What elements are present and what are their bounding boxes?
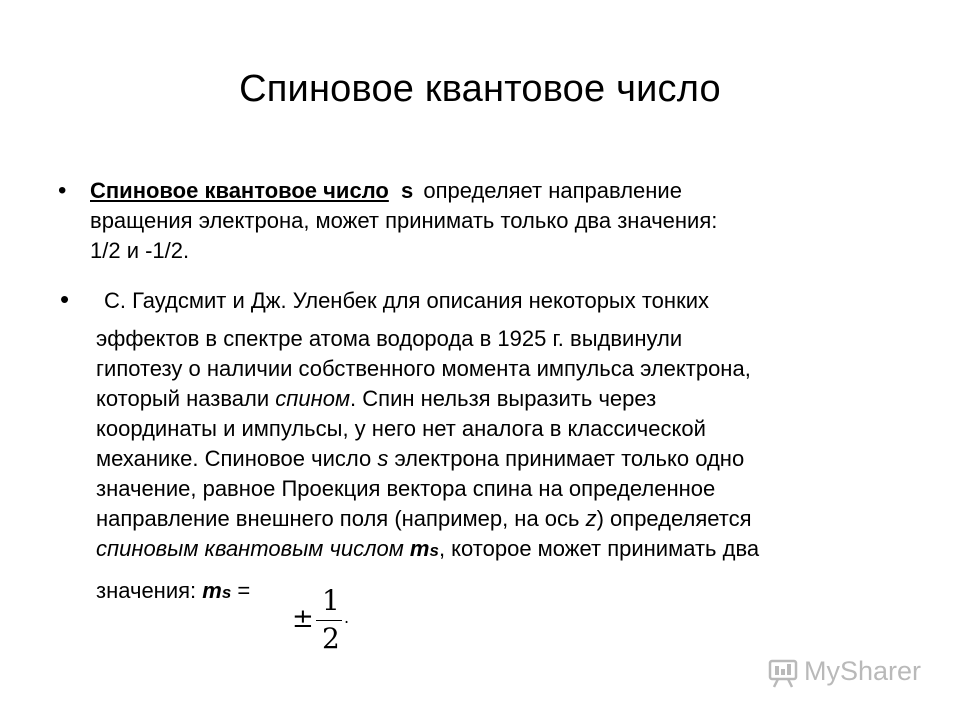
bullet2-line4: [96, 384, 656, 414]
bullet2-line3: гипотезу о наличии собственного момента импульса электрона,: [96, 356, 751, 381]
text-fragment: механике. Спиновое число: [96, 446, 378, 471]
symbol-subscript-s: s: [221, 583, 232, 602]
symbol-subscript-s: s: [429, 541, 439, 560]
bullet2-line10: [96, 576, 250, 608]
watermark-logo: [768, 654, 928, 694]
symbol-m: m: [409, 536, 430, 561]
bullet2-line2: эффектов в спектре атома водорода в 1925 г. выдвинули: [96, 326, 683, 351]
formula-period: .: [344, 608, 350, 627]
text-fragment: , которое может принимать два: [438, 536, 760, 561]
text-fragment: ) определяется: [596, 506, 752, 531]
bullet2-line8: [96, 504, 752, 534]
watermark-text: MySharer: [804, 656, 922, 686]
term-spin-quantum-number: Спиновое квантовое число: [90, 178, 389, 203]
italic-axis-z: z: [585, 506, 597, 531]
text-fragment: который назвали: [96, 386, 276, 411]
bullet2-line6: [96, 444, 744, 474]
bullet1-line2: вращения электрона, может принимать только два значения:: [90, 208, 718, 233]
italic-symbol-s: s: [377, 446, 389, 471]
plus-minus-sign: ±: [292, 604, 314, 634]
bullet2-line7: значение, равное Проекция вектора спина на определенное: [96, 476, 716, 501]
formula-plus-minus-half: [292, 586, 362, 656]
italic-term-spin-number: спиновым квантовым числом: [96, 536, 410, 561]
bullet2-line1: С. Гаудсмит и Дж. Уленбек для описания некоторых тонких: [104, 288, 709, 313]
bullet1-line1: [90, 176, 682, 206]
text-fragment: направление внешнего поля (например, на ось: [96, 506, 586, 531]
bullet2-line9: [96, 534, 759, 566]
bullet-dot-icon: •: [58, 177, 67, 204]
bullet2-line5: координаты и импульсы, у него нет аналога в классической: [96, 416, 706, 441]
fraction-bar: [316, 620, 342, 621]
symbol-s: s: [400, 178, 414, 203]
text-fragment: . Спин нельзя выразить через: [350, 386, 657, 411]
bullet1-line3: 1/2 и -1/2.: [90, 238, 190, 263]
italic-term-spin: спином: [275, 386, 351, 411]
text-fragment: значения:: [96, 578, 203, 603]
bullet-dot-icon: •: [60, 284, 70, 314]
text-fragment: электрона принимает только одно: [388, 446, 745, 471]
fraction-denominator: 2: [322, 622, 340, 655]
symbol-m: m: [202, 578, 222, 603]
fraction-numerator: 1: [322, 584, 340, 617]
slide-title: Спиновое квантовое число: [239, 68, 721, 110]
bullet1-line1-rest: определяет направление: [423, 178, 682, 203]
presentation-board-icon: [768, 658, 798, 688]
equals-sign: =: [231, 578, 251, 603]
